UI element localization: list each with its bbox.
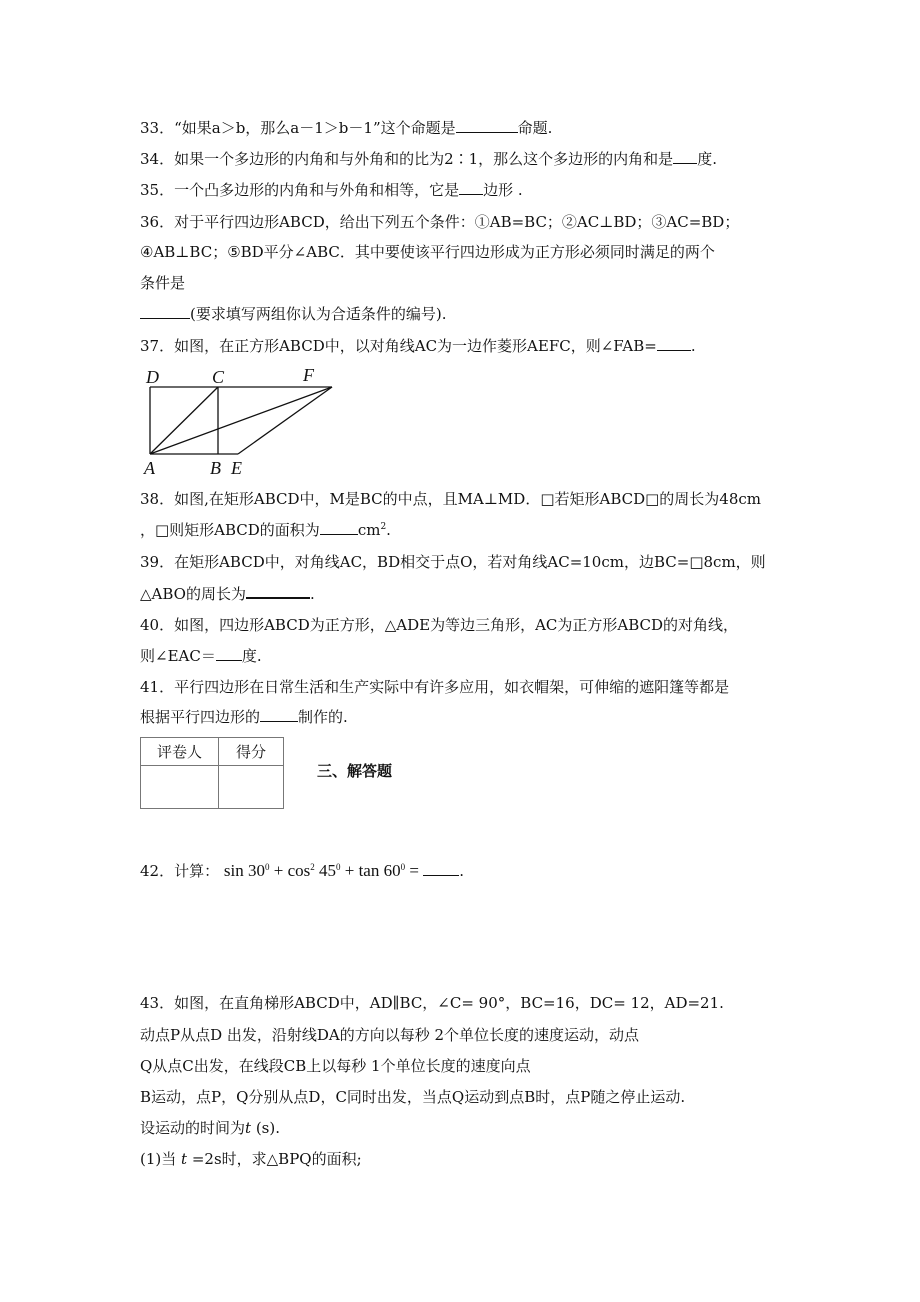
question-35: [140, 180, 523, 200]
question-39-line-2: [140, 583, 315, 604]
answer-blank[interactable]: [459, 180, 483, 195]
question-text: 平行四边形在日常生活和生产实际中有许多应用，如衣帽架，可伸缩的遮阳篷等都是: [174, 678, 730, 696]
question-text: (1)当: [140, 1150, 182, 1168]
question-36-line-3: 条件是: [140, 274, 186, 292]
score-cell[interactable]: [219, 766, 284, 809]
label-C: C: [212, 367, 225, 387]
question-text: (s).: [251, 1119, 280, 1137]
answer-blank[interactable]: [456, 118, 518, 133]
question-text: 设运动的时间为: [140, 1119, 246, 1137]
line-AC: [150, 387, 218, 454]
question-43-line-3: Q从点C出发，在线段CB上以每秒 1个单位长度的速度向点: [140, 1057, 531, 1075]
variable-t: t: [245, 1119, 252, 1137]
line-EF: [238, 387, 332, 454]
unit: cm: [357, 521, 381, 539]
question-text: 制作的.: [298, 708, 348, 726]
question-text: 度.: [697, 150, 717, 168]
question-text: 如图，四边形ABCD为正方形，△ADE为等边三角形，AC为正方形ABCD的对角线，: [174, 616, 739, 634]
question-text: ，□则矩形ABCD的面积为: [140, 521, 320, 539]
question-43-line-2: 动点P从点D 出发，沿射线DA的方向以每秒 2个单位长度的速度运动，动点: [140, 1026, 640, 1044]
period: .: [386, 521, 391, 539]
question-41-line-1: [140, 677, 729, 697]
section-title: 三、解答题: [317, 762, 393, 780]
question-38-line-1: [140, 489, 761, 509]
question-number: 38．: [140, 490, 175, 508]
answer-blank[interactable]: [673, 149, 697, 164]
question-40-line-1: [140, 615, 738, 635]
question-text: “如果a＞b，那么a－1＞b－1”这个命题是: [174, 119, 456, 137]
answer-blank[interactable]: [216, 646, 242, 661]
question-label: 计算：: [174, 862, 220, 880]
question-number: 35．: [140, 181, 175, 199]
question-number: 42．: [140, 862, 175, 880]
question-33: [140, 118, 552, 138]
question-text: 边形 .: [483, 181, 523, 199]
question-text: =2s时，求△BPQ的面积;: [187, 1150, 362, 1168]
question-text: 如图，在正方形ABCD中，以对角线AC为一边作菱形AEFC，则∠FAB=: [174, 337, 657, 355]
math-expression: [224, 861, 423, 880]
label-E: E: [231, 458, 242, 478]
label-B: B: [210, 458, 221, 478]
question-number: 43．: [140, 994, 175, 1012]
question-text: 对于平行四边形ABCD，给出下列五个条件：①AB=BC；②AC⊥BD；③AC=BD；: [174, 213, 740, 231]
question-text: 如图,在矩形ABCD中，M是BC的中点，且MA⊥MD．□若矩形ABCD□的周长为48cm: [174, 490, 762, 508]
sin-term: sin 30: [223, 861, 265, 880]
question-text: 度.: [241, 647, 262, 665]
question-text: (要求填写两组你认为合适条件的编号).: [190, 305, 447, 323]
power-sup: 2: [310, 862, 315, 872]
question-text: 命题.: [517, 119, 553, 137]
question-43-line-5: [140, 1118, 280, 1138]
question-number: 40．: [140, 616, 175, 634]
question-41-line-2: [140, 707, 348, 727]
grader-cell[interactable]: [141, 766, 219, 809]
equals-sign: =: [409, 861, 419, 880]
line-AF: [150, 387, 332, 454]
question-number: 37．: [140, 337, 175, 355]
question-38-line-2: [140, 520, 391, 540]
question-43-part-1: [140, 1149, 362, 1169]
label-F: F: [303, 366, 314, 385]
question-40-line-2: [140, 646, 262, 666]
degree-sup: 0: [335, 862, 341, 872]
question-text: 如果一个多边形的内角和与外角和的比为2∶1，那么这个多边形的内角和是: [174, 150, 674, 168]
answer-blank[interactable]: [140, 304, 190, 319]
question-36-line-1: [140, 212, 739, 232]
question-number: 36．: [140, 213, 175, 231]
label-A: A: [144, 458, 155, 478]
question-43-line-4: B运动，点P，Q分别从点D，C同时出发，当点Q运动到点B时，点P随之停止运动.: [140, 1088, 686, 1106]
square-rhombus-figure: [140, 366, 340, 481]
cos-angle: 45: [318, 861, 336, 880]
question-43-line-1: [140, 993, 724, 1013]
question-number: 39．: [140, 553, 175, 571]
degree-sup: 0: [264, 862, 270, 872]
degree-sup: 0: [400, 862, 406, 872]
period: .: [309, 585, 315, 603]
question-text: 一个凸多边形的内角和与外角和相等，它是: [174, 181, 460, 199]
answer-blank[interactable]: [260, 707, 298, 722]
question-number: 33．: [140, 119, 175, 137]
answer-blank[interactable]: [423, 861, 459, 876]
answer-blank[interactable]: [320, 520, 358, 535]
question-text: .: [690, 337, 696, 355]
unit-exponent: 2: [380, 522, 387, 532]
variable-t: t: [181, 1150, 188, 1168]
tan-term: + tan 60: [344, 861, 401, 880]
answer-blank[interactable]: [657, 336, 691, 351]
question-39-line-1: [140, 552, 766, 572]
label-D: D: [146, 367, 159, 387]
question-number: 41．: [140, 678, 175, 696]
question-text: 在矩形ABCD中，对角线AC，BD相交于点O，若对角线AC=10cm，边BC=□8cm，则: [174, 553, 766, 571]
period: .: [459, 862, 464, 880]
question-36-line-4: [140, 304, 446, 324]
grader-header: 评卷人: [141, 738, 219, 766]
question-37: [140, 336, 696, 356]
score-header: 得分: [219, 738, 284, 766]
cos-term: + cos: [273, 861, 311, 880]
question-36-line-2: ④AB⊥BC；⑤BD平分∠ABC．其中要使该平行四边形成为正方形必须同时满足的两个: [140, 243, 715, 261]
question-text: △ABO的周长为: [140, 585, 246, 603]
question-42: [140, 861, 464, 881]
answer-blank[interactable]: [246, 583, 310, 599]
question-number: 34．: [140, 150, 175, 168]
question-text: 根据平行四边形的: [140, 708, 261, 726]
question-text: 如图，在直角梯形ABCD中，AD∥BC，∠C= 90°，BC=16，DC= 12，AD=21.: [174, 994, 724, 1012]
question-text: 则∠EAC＝: [140, 647, 216, 665]
grading-table: [140, 737, 284, 809]
question-34: [140, 149, 717, 169]
